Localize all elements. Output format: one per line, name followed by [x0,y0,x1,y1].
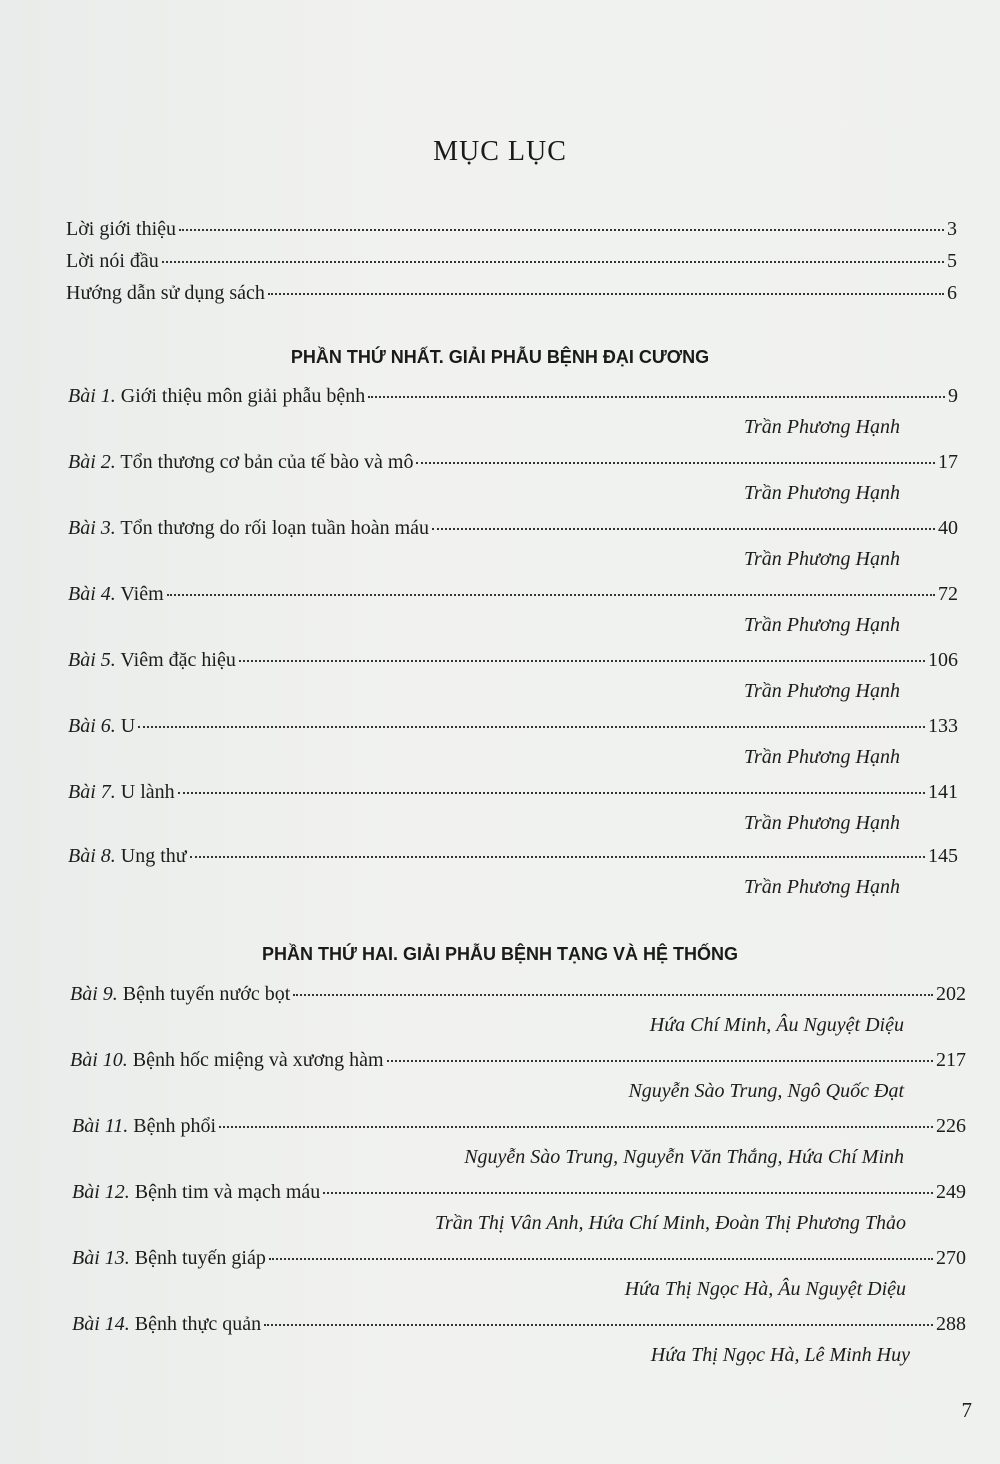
lesson-label [68,583,164,606]
lesson-title: Viêm [120,583,164,605]
lesson-label [68,715,135,738]
dot-leader [167,594,935,596]
lesson-page: 288 [936,1313,966,1335]
toc-entry-page: 6 [947,282,957,304]
lesson-title: Bệnh hốc miệng và xương hàm [132,1049,384,1071]
lesson-entry [68,385,958,408]
lesson-label [68,649,236,672]
lesson-entry [68,715,958,738]
dot-leader [190,856,925,858]
toc-entry [66,218,957,241]
lesson-author: Trần Phương Hạnh [743,416,900,438]
lesson-title: U lành [120,781,175,803]
lesson-entry [68,845,958,868]
toc-entry-label: Lời nói đầu [66,250,159,272]
lesson-label [72,1313,261,1336]
lesson-author: Trần Phương Hạnh [743,812,900,834]
lesson-page: 270 [936,1247,966,1269]
toc-entry [66,282,957,305]
lesson-label [70,983,290,1006]
lesson-number: Bài 13. [72,1247,130,1269]
lesson-page: 141 [928,781,958,803]
lesson-author: Trần Phương Hạnh [743,482,900,504]
dot-leader [268,293,944,295]
lesson-title: Tổn thương do rối loạn tuần hoàn máu [120,517,430,539]
lesson-author: Trần Phương Hạnh [743,548,900,570]
lesson-label [68,517,429,540]
lesson-label [72,1247,266,1270]
lesson-entry [72,1247,966,1270]
lesson-author: Trần Phương Hạnh [743,680,900,702]
lesson-number: Bài 14. [72,1313,130,1335]
lesson-number: Bài 3. [68,517,116,539]
lesson-label [68,781,175,804]
lesson-page: 145 [928,845,958,867]
lesson-label [68,451,413,474]
lesson-title: Bệnh tim và mạch máu [134,1181,321,1203]
lesson-number: Bài 6. [68,715,116,737]
lesson-label [68,385,365,408]
lesson-label [72,1181,320,1204]
lesson-title: Ung thư [120,845,187,867]
lesson-number: Bài 5. [68,649,116,671]
dot-leader [323,1192,933,1194]
dot-leader [138,726,925,728]
dot-leader [293,994,933,996]
dot-leader [162,261,944,263]
lesson-label [70,1049,384,1072]
lesson-author: Hứa Chí Minh, Âu Nguyệt Diệu [649,1014,904,1036]
toc-entry-page: 3 [947,218,957,240]
lesson-entry [72,1313,966,1336]
lesson-author: Trần Phương Hạnh [743,746,900,768]
lesson-number: Bài 4. [68,583,116,605]
dot-leader [368,396,945,398]
lesson-author: Trần Thị Vân Anh, Hứa Chí Minh, Đoàn Thị Phương Thảo [434,1212,906,1234]
lesson-author: Hứa Thị Ngọc Hà, Âu Nguyệt Diệu [624,1278,906,1300]
lesson-number: Bài 11. [72,1115,129,1137]
dot-leader [239,660,925,662]
lesson-number: Bài 9. [70,983,118,1005]
lesson-page: 226 [936,1115,966,1137]
lesson-author: Nguyễn Sào Trung, Ngô Quốc Đạt [628,1080,904,1102]
lesson-entry [72,1181,966,1204]
lesson-author: Trần Phương Hạnh [743,614,900,636]
lesson-title: U [120,715,136,737]
lesson-author: Hứa Thị Ngọc Hà, Lê Minh Huy [650,1344,910,1366]
page-title: MỤC LỤC [433,136,567,167]
lesson-author: Trần Phương Hạnh [743,876,900,898]
lesson-title: Bệnh phổi [133,1115,217,1137]
page-number: 7 [961,1398,972,1422]
lesson-entry [68,583,958,606]
lesson-number: Bài 2. [68,451,116,473]
lesson-entry [70,983,966,1006]
lesson-label [72,1115,216,1138]
toc-entry-label: Lời giới thiệu [66,218,177,240]
dot-leader [416,462,935,464]
lesson-number: Bài 12. [72,1181,130,1203]
lesson-entry [72,1115,966,1138]
lesson-page: 9 [948,385,958,407]
lesson-page: 133 [928,715,958,737]
dot-leader [178,792,925,794]
dot-leader [432,528,935,530]
lesson-entry [68,451,958,474]
dot-leader [264,1324,933,1326]
dot-leader [387,1060,933,1062]
lesson-title: Bệnh tuyến nước bọt [122,983,291,1005]
toc-entry [66,250,957,273]
lesson-page: 72 [938,583,958,605]
dot-leader [179,229,944,231]
lesson-entry [70,1049,966,1072]
lesson-entry [68,781,958,804]
lesson-number: Bài 10. [70,1049,128,1071]
lesson-page: 40 [938,517,958,539]
lesson-page: 106 [928,649,958,671]
lesson-title: Tổn thương cơ bản của tế bào và mô [120,451,414,473]
lesson-entry [68,517,958,540]
lesson-number: Bài 7. [68,781,116,803]
part-title: PHẦN THỨ HAI. GIẢI PHẪU BỆNH TẠNG VÀ HỆ THỐNG [262,944,738,964]
lesson-title: Bệnh tuyến giáp [134,1247,266,1269]
dot-leader [219,1126,933,1128]
lesson-title: Viêm đặc hiệu [120,649,236,671]
lesson-page: 202 [936,983,966,1005]
part-title: PHẦN THỨ NHẤT. GIẢI PHẪU BỆNH ĐẠI CƯƠNG [290,347,710,367]
lesson-number: Bài 1. [68,385,116,407]
lesson-page: 217 [936,1049,966,1071]
lesson-page: 249 [936,1181,966,1203]
lesson-page: 17 [938,451,958,473]
lesson-author: Nguyễn Sào Trung, Nguyễn Văn Thắng, Hứa Chí Minh [464,1146,904,1168]
dot-leader [269,1258,933,1260]
lesson-title: Bệnh thực quản [134,1313,262,1335]
lesson-entry [68,649,958,672]
toc-entry-label: Hướng dẫn sử dụng sách [66,282,265,304]
lesson-title: Giới thiệu môn giải phẫu bệnh [120,385,366,407]
toc-entry-page: 5 [947,250,957,272]
lesson-number: Bài 8. [68,845,116,867]
lesson-label [68,845,187,868]
